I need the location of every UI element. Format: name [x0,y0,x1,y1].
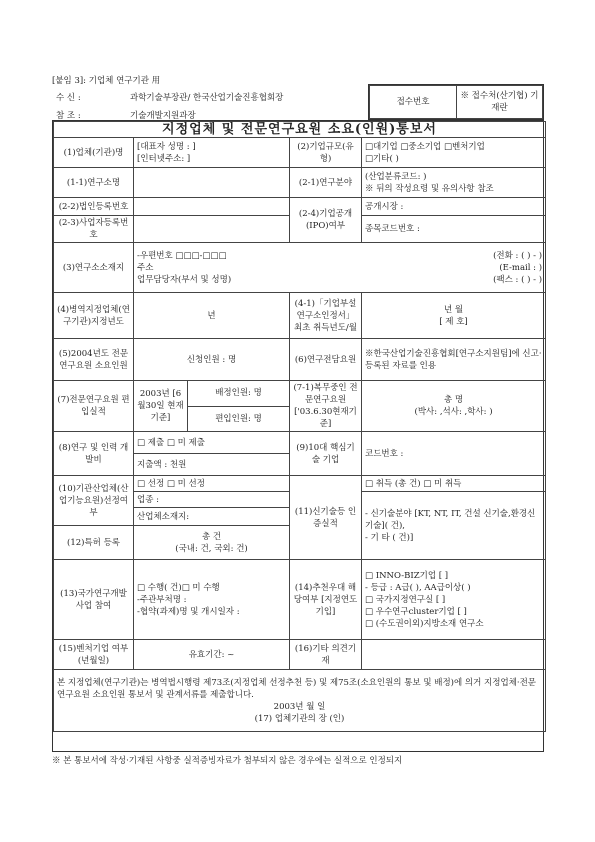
applicant-count-field[interactable]: 신청인원 : 명 [134,339,290,381]
enrolled-count-field[interactable]: 편입인원: 명 [188,406,290,432]
industry-type-field[interactable]: 업종 : [134,492,290,508]
new-tech-field: - 신기술분야 [KT, NT, IT, 건설 신기술,환경신기술]( 건), [365,508,536,531]
lead-ministry-field: -주관부처명 : [137,594,187,605]
reference-label: 참 조 : [56,111,81,121]
enrollment-date: 2003년 [6월30일 현재기준] [134,381,188,432]
industry-code-field: (산업분류코드: ) [365,171,427,182]
declaration-date: 2003년 월 일 [273,701,326,712]
institute-selection-label: (10)기관산업체(산업기능요원)선정여부 [54,476,134,526]
receiver-column-label: ※ 접수처(산기협) 기재란 [457,86,543,119]
declaration-text: 본 지정업체(연구기관)는 병역법시행령 제73조(지정업체 선정추천 등) 및 제75조(소요인원의 통보 및 배정)에 의거 지정업체·전문연구요원 소요인원 통보서 및 관계서류를 제출합니다. [57,677,536,700]
research-field-label: (2-1)연구분야 [290,168,362,198]
serving-staff-cell[interactable] [362,381,546,432]
lab-cert-label: (4-1)「기업부설연구소인정서」최초 취득년도/월 [290,293,362,339]
lab-cert-date: 년 월 [443,304,464,315]
lab-name-field[interactable] [134,168,290,198]
receipt-box [368,84,544,120]
serving-detail: (박사: ,석사: ,학사: ) [414,407,493,417]
fax-field: (팩스 : ( ) - ) [493,274,543,285]
address-field: 주소 [137,262,154,273]
declaration-cell [54,670,546,732]
ipo-label: (2-4)기업공개(IPO)여부 [290,198,362,243]
rnd-expense-field[interactable]: 지출액 : 천원 [134,454,290,476]
biz-reg-field[interactable] [134,216,290,243]
priority-label: (14)추천우대 해당여부 [지정연도 기입] [290,560,362,640]
biz-reg-label: (2-3)사업자등록번호 [54,216,134,243]
priority-option-cluster: □ 우수연구cluster기업 [ ] [365,606,467,617]
patent-total: 총 건 [201,531,222,542]
recipient-label: 수 신 : [56,93,81,103]
designated-year-field[interactable]: 년 [134,293,290,339]
stock-code-field[interactable]: 종목코드번호 : [362,216,546,243]
form-table [52,120,544,752]
priority-option-regional: □ (수도권이외)지방소재 연구소 [365,618,484,629]
postcode-field: -우편번호 □□□-□□□ [137,250,227,261]
core-tech-code-field[interactable]: 코드번호 : [362,432,546,476]
other-opinion-label: (16)기타 의견기재 [290,640,362,670]
venture-validity-field[interactable]: 유효기간: ~ [134,640,290,670]
location-label: (3)연구소소재지 [54,243,134,293]
reference-value: 기술개발지원과장 [130,111,196,121]
phone-field: (전화 : ( ) - ) [493,250,543,261]
other-opinion-field[interactable] [362,640,546,670]
ceo-field: [대표자 성명 : ] [137,141,196,152]
new-tech-detail-cell[interactable] [362,492,546,560]
dedicated-staff-note: ※한국산업기술진흥협회[연구소지원팀]에 신고·등록된 자료를 인용 [362,339,546,381]
national-rnd-perform: □ 수행( 건)□ 미 수행 [137,582,220,593]
company-name-label: (1)업체(기관)명 [54,138,134,168]
patent-label: (12)특허 등록 [54,526,134,560]
patent-detail: (국내: 건, 국외: 건) [175,543,248,554]
priority-option-grade: - 등급 : A급( ), AA급이상( ) [365,582,471,593]
signer-line: (17) 업체기관의 장 (인) [254,713,345,724]
rnd-expense-label: (8)연구 및 인력 개발비 [54,432,134,476]
national-rnd-label: (13)국가연구개발사업 참여 [54,560,134,640]
new-tech-acquired-options[interactable]: □ 취득 (총 건) □ 미 취득 [362,476,546,492]
corp-reg-field[interactable] [134,198,290,216]
company-scale-options[interactable] [362,138,546,168]
scale-options-line1: □대기업 □중소기업 □벤처기업 [365,141,485,152]
project-field: -협약(과제)명 및 개시일자 : [137,606,240,617]
assigned-count-field[interactable]: 배정인원: 명 [188,381,290,407]
national-rnd-cell[interactable] [134,560,290,640]
designated-year-label: (4)병역지정업체(연구기관)지정년도 [54,293,134,339]
venture-label: (15)벤처기업 여부(년월일) [54,640,134,670]
scale-options-line2: □기타( ) [365,153,399,164]
lab-cert-number: [ 제 호] [439,316,468,327]
corp-reg-label: (2-2)법인등록번호 [54,198,134,216]
location-cell[interactable] [134,243,546,293]
form-title: 지정업체 및 전문연구요원 소요(인원)통보서 [54,122,546,138]
footnote: ※ 본 통보서에 작성·기재된 사항중 실적증빙자료가 첨부되지 않은 경우에는 실적으로 인정되지 [52,756,403,766]
company-scale-label: (2)기업규모(유형) [290,138,362,168]
lab-name-label: (1-1)연구소명 [54,168,134,198]
ceo-cell[interactable] [134,138,290,168]
serving-total: 총 명 [443,395,464,405]
email-field: (E-mail : ) [499,262,543,273]
staff-2004-label: (5)2004년도 전문연구요원 소요인원 [54,339,134,381]
patent-cell[interactable] [134,526,290,560]
homepage-field: [인터넷주소: ] [137,153,191,164]
rnd-submit-options[interactable]: □ 제출 □ 미 제출 [134,432,290,454]
new-tech-label: (11)신기술등 인증실적 [290,476,362,560]
industry-code-note: ※ 뒤의 작성요령 및 유의사항 참조 [365,183,494,194]
listed-market-field[interactable]: 공개시장 : [362,198,546,216]
priority-cell[interactable] [362,560,546,640]
institute-selection-options[interactable]: □ 선정 □ 미 선정 [134,476,290,492]
dedicated-staff-label: (6)연구전담요원 [290,339,362,381]
institute-location-field[interactable]: 산업체소재지: [134,508,290,526]
receipt-number-label: 접수번호 [370,86,457,119]
recipient-value: 과학기술부장관/ 한국산업기술진흥협회장 [130,93,284,103]
serving-staff-label: (7-1)복무중인 전문연구요원 ['03.6.30현재기준] [290,381,362,432]
lab-cert-cell[interactable] [362,293,546,339]
enrollment-record-label: (7)전문연구요원 편입실적 [54,381,134,432]
core-tech-label: (9)10대 핵심기술 기업 [290,432,362,476]
officer-field: 업무담당자(부서 및 성명) [137,274,232,285]
priority-option-national-lab: □ 국가지정연구실 [ ] [365,594,446,605]
form-number: [붙임 3]: 기업체 연구기관 用 [52,76,161,86]
industry-code-cell[interactable] [362,168,546,198]
new-tech-etc: - 기 타 ( 건)] [365,532,414,543]
priority-option-innobiz: □ INNO-BIZ기업 [ ] [365,570,449,581]
